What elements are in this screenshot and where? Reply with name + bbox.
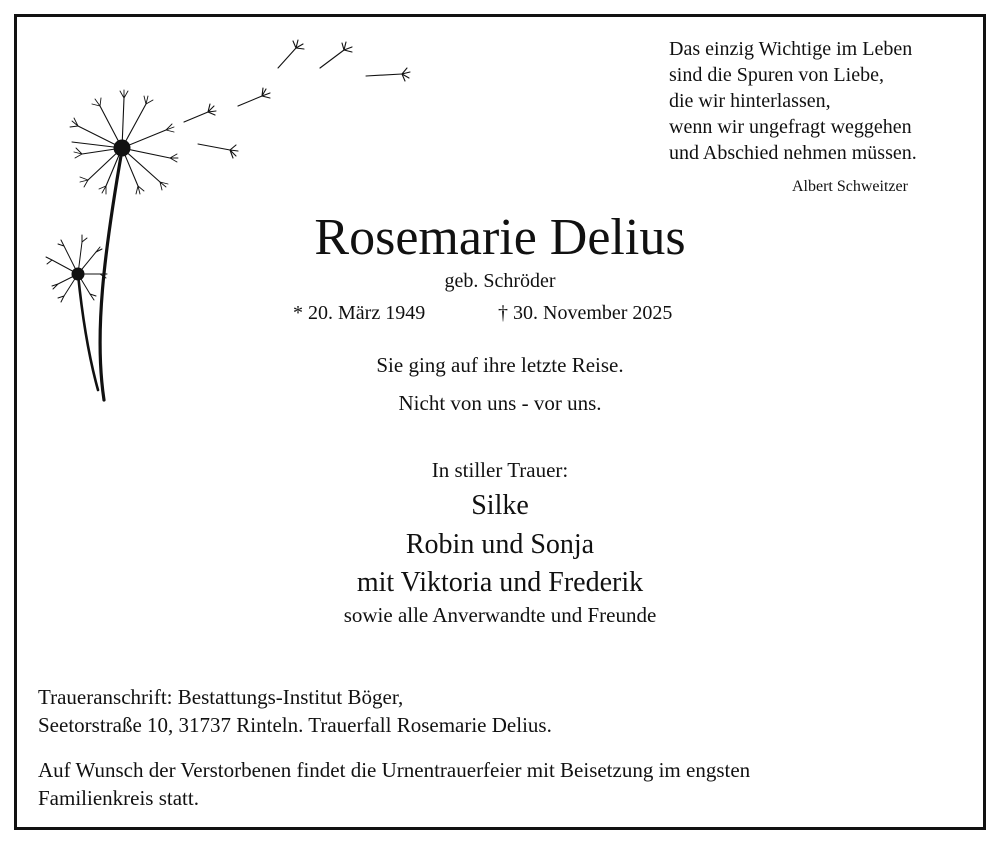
maiden-name: geb. Schröder xyxy=(444,270,556,292)
ceremony-notice: Auf Wunsch der Verstorbenen findet die Urnentrauerfeier mit Beisetzung im engsten xyxy=(38,758,751,782)
quote-line: sind die Spuren von Liebe, xyxy=(669,64,884,86)
family-member: mit Viktoria und Frederik xyxy=(356,567,644,598)
quote-line: Das einzig Wichtige im Leben xyxy=(669,38,913,60)
family-member: Robin und Sonja xyxy=(405,529,595,560)
deceased-name: Rosemarie Delius xyxy=(314,209,686,266)
verse-line: Nicht von uns - vor uns. xyxy=(398,391,602,415)
mourning-intro: In stiller Trauer: xyxy=(431,458,569,482)
address-line: Seetorstraße 10, 31737 Rinteln. Trauerfall Rosemarie Delius. xyxy=(38,713,552,737)
quote-line: wenn wir ungefragt weggehen xyxy=(669,116,912,138)
family-member: Silke xyxy=(471,490,529,521)
verse-line: Sie ging auf ihre letzte Reise. xyxy=(376,353,624,377)
quote-author: Albert Schweitzer xyxy=(792,178,908,195)
quote-line: und Abschied nehmen müssen. xyxy=(669,142,917,164)
death-date: † 30. November 2025 xyxy=(498,302,673,324)
ceremony-notice: Familienkreis statt. xyxy=(38,786,199,810)
birth-date: * 20. März 1949 xyxy=(293,302,426,324)
quote-line: die wir hinterlassen, xyxy=(669,90,831,112)
other-mourners: sowie alle Anverwandte und Freunde xyxy=(343,603,657,627)
quote-block xyxy=(669,36,917,166)
address-line: Traueranschrift: Bestattungs-Institut Böger, xyxy=(38,685,404,709)
